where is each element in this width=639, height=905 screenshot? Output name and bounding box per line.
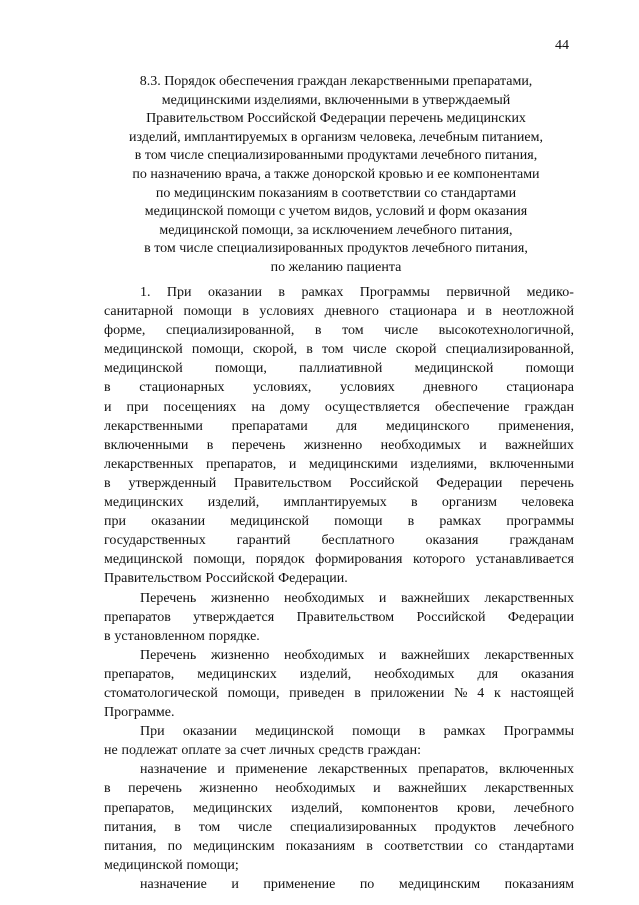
- word: применения,: [498, 418, 574, 434]
- word: дому: [280, 399, 310, 415]
- word: в: [411, 495, 418, 511]
- word: на: [251, 399, 266, 415]
- text-line: [104, 684, 574, 703]
- word: изделий,: [207, 495, 260, 511]
- word: медицинской: [104, 552, 183, 568]
- word: рамках: [301, 285, 344, 300]
- word: имплантируемых: [283, 495, 387, 511]
- text-line: [104, 436, 574, 455]
- word: в: [242, 304, 249, 320]
- word: При: [166, 285, 192, 300]
- word: препаратов,: [104, 666, 175, 682]
- word: рамках: [439, 514, 482, 530]
- word: помощи: [334, 514, 383, 530]
- word: помощи: [525, 361, 574, 377]
- word: помощи,: [193, 552, 246, 568]
- word: стационара: [389, 304, 457, 320]
- word: При: [140, 724, 165, 740]
- word: необходимых: [284, 647, 365, 663]
- word: которого: [413, 552, 466, 568]
- word: и: [288, 456, 297, 472]
- word: осуществляется: [324, 399, 420, 415]
- word: при: [104, 514, 126, 530]
- text-line: [104, 512, 574, 531]
- word: Перечень: [140, 647, 197, 663]
- word: питания,: [104, 819, 157, 835]
- text-line: [104, 722, 574, 741]
- word: числе: [352, 342, 387, 358]
- text-line: [104, 493, 574, 512]
- word: медицинских: [104, 495, 184, 511]
- word: утверждается: [193, 609, 275, 625]
- text-line: [104, 837, 574, 856]
- word: компонентов: [361, 800, 439, 816]
- word: оказании: [207, 285, 262, 300]
- word: посещениях: [163, 399, 237, 415]
- word: Российской: [205, 571, 275, 587]
- word: устанавливается: [475, 552, 574, 568]
- word: и: [217, 762, 225, 778]
- word: граждан:: [367, 743, 421, 759]
- word: изделиями,: [410, 456, 478, 472]
- word: и: [104, 399, 112, 415]
- word: жизненно: [210, 647, 270, 663]
- text-line: [104, 741, 574, 760]
- word: лекарственных: [104, 456, 194, 472]
- word: перечень: [128, 781, 182, 797]
- text-line: [104, 302, 574, 321]
- word: паллиативной: [299, 361, 383, 377]
- word: стоматологической: [104, 685, 218, 701]
- word: стандартами: [498, 838, 574, 854]
- word: лекарственных: [484, 590, 574, 606]
- word: том: [198, 819, 221, 835]
- word: в: [278, 285, 286, 300]
- word: со: [474, 838, 488, 854]
- word: специализированной,: [445, 342, 574, 358]
- word: перечень: [231, 437, 286, 453]
- word: и: [231, 876, 239, 892]
- word: включенными: [489, 456, 574, 472]
- word: препаратов,: [418, 762, 489, 778]
- word: к: [493, 685, 501, 701]
- word: в: [314, 323, 322, 339]
- word: и: [373, 781, 381, 797]
- word: соответствии: [384, 838, 464, 854]
- word: за: [224, 743, 237, 759]
- word: питания,: [104, 838, 157, 854]
- word: и: [479, 437, 487, 453]
- text-line: [104, 799, 574, 818]
- text-line: [104, 569, 574, 588]
- word: в: [485, 304, 492, 320]
- word: препаратов,: [104, 800, 175, 816]
- word: медицинской: [104, 342, 183, 358]
- word: дневного: [324, 304, 379, 320]
- word: личных: [269, 743, 315, 759]
- word: порядке.: [208, 628, 260, 644]
- text-line: [104, 779, 574, 798]
- word: бесплатного: [321, 533, 395, 549]
- text-line: [104, 875, 574, 894]
- word: медицинской: [414, 361, 494, 377]
- word: помощи: [352, 724, 401, 740]
- word: помощи;: [186, 857, 239, 873]
- word: дневного: [423, 380, 478, 396]
- word: в: [306, 342, 313, 358]
- text-line: [104, 703, 574, 722]
- word: показаниям: [285, 838, 356, 854]
- word: медицинских: [192, 800, 273, 816]
- word: Федерации: [507, 609, 574, 625]
- word: формирования: [315, 552, 403, 568]
- word: обеспечение: [434, 399, 510, 415]
- word: препаратов: [104, 609, 171, 625]
- word: подлежат: [121, 743, 178, 759]
- word: лекарственных: [484, 647, 574, 663]
- word: медицинской: [230, 514, 310, 530]
- word: стационарных: [139, 380, 225, 396]
- word: препаратов,: [206, 456, 277, 472]
- text-line: [104, 760, 574, 779]
- word: жизненно: [303, 437, 363, 453]
- heading-line: медицинской помощи с учетом видов, условий и форм оказания: [144, 204, 528, 220]
- word: оказания: [425, 533, 479, 549]
- word: порядок: [255, 552, 305, 568]
- word: скорой: [395, 342, 437, 358]
- word: Программе.: [104, 705, 175, 721]
- word: Федерации.: [278, 571, 348, 587]
- word: медицинским: [193, 838, 275, 854]
- word: лекарственных: [318, 762, 408, 778]
- word: и: [378, 590, 387, 606]
- word: необходимых: [374, 666, 455, 682]
- word: в: [366, 838, 373, 854]
- word: в: [206, 437, 214, 453]
- heading-line: медицинскими изделиями, включенными в утверждаемый: [161, 92, 511, 108]
- word: Правительством: [104, 571, 202, 587]
- heading-line: в том числе специализированными продуктами лечебного питания,: [134, 148, 538, 164]
- word: перечень: [520, 475, 574, 491]
- word: в: [354, 685, 361, 701]
- word: 4: [477, 685, 485, 701]
- text-line: [104, 340, 574, 359]
- word: помощи,: [191, 342, 244, 358]
- word: в: [407, 514, 415, 530]
- word: оплате: [181, 743, 221, 759]
- text-line: [104, 417, 574, 436]
- word: 1.: [140, 285, 151, 300]
- word: изделий,: [291, 800, 343, 816]
- word: лечебного: [513, 800, 574, 816]
- heading-line: по назначению врача, а также донорской кровью и ее компонентами: [132, 166, 540, 182]
- word: и: [467, 304, 475, 320]
- word: оказании: [182, 724, 237, 740]
- page-number: 44: [555, 38, 569, 53]
- word: рамках: [443, 724, 486, 740]
- word: медицинскими: [308, 456, 398, 472]
- word: счет: [240, 743, 266, 759]
- word: важнейших: [401, 590, 470, 606]
- word: продуктов: [434, 819, 496, 835]
- word: важнейших: [401, 647, 470, 663]
- word: при: [126, 399, 149, 415]
- word: оказании: [151, 514, 206, 530]
- word: необходимых: [275, 781, 356, 797]
- word: граждан: [524, 399, 574, 415]
- word: Перечень: [140, 590, 197, 606]
- word: медицинской: [255, 724, 334, 740]
- word: Правительством: [234, 475, 332, 491]
- text-line: [104, 665, 574, 684]
- word: стационара: [506, 380, 574, 396]
- word: приведен: [289, 685, 345, 701]
- word: важнейших: [505, 437, 574, 453]
- word: средств: [318, 743, 364, 759]
- text-line: [104, 646, 574, 665]
- heading-line: по медицинским показаниям в соответствии со стандартами: [155, 185, 517, 201]
- word: утвержденный: [128, 475, 217, 491]
- word: условиях: [340, 380, 395, 396]
- word: оказания: [520, 666, 574, 682]
- word: санитарной: [104, 304, 174, 320]
- heading-line: Правительством Российской Федерации перечень медицинских: [146, 111, 526, 127]
- word: в: [174, 819, 181, 835]
- word: Федерации: [436, 475, 503, 491]
- word: помощи: [183, 304, 232, 320]
- word: для: [477, 666, 499, 682]
- text-line: [104, 856, 574, 875]
- word: организм: [441, 495, 497, 511]
- text-line: [104, 550, 574, 569]
- word: жизненно: [199, 781, 258, 797]
- word: человека: [521, 495, 574, 511]
- word: жизненно: [210, 590, 270, 606]
- word: применение: [263, 876, 336, 892]
- word: том: [342, 323, 364, 339]
- word: гражданам: [509, 533, 574, 549]
- text-line: [104, 589, 574, 608]
- word: государственных: [104, 533, 206, 549]
- word: Программы: [503, 724, 574, 740]
- word: скорой,: [252, 342, 298, 358]
- word: приложении: [370, 685, 445, 701]
- word: медицинской: [104, 361, 183, 377]
- section-body: [104, 283, 574, 894]
- word: медицинским: [398, 876, 481, 892]
- heading-line: по желанию пациента: [270, 259, 402, 275]
- word: лекарственных: [484, 781, 574, 797]
- text-line: [104, 818, 574, 837]
- heading-line: изделий, имплантируемых в организм человека, лечебным питанием,: [129, 129, 543, 145]
- word: числе: [384, 323, 419, 339]
- heading-line: медицинской помощи, за исключением лечебного питания,: [159, 222, 513, 238]
- word: установленном: [114, 628, 205, 644]
- word: необходимых: [284, 590, 365, 606]
- word: медико-: [526, 285, 574, 300]
- word: Российской: [349, 475, 419, 491]
- word: настоящей: [510, 685, 574, 701]
- word: включенными: [104, 437, 189, 453]
- word: специализированной,: [165, 323, 295, 339]
- word: №: [454, 685, 468, 701]
- text-line: [104, 608, 574, 627]
- heading-line: 8.3. Порядок обеспечения граждан лекарственными препаратами,: [139, 74, 533, 89]
- word: Программы: [359, 285, 430, 300]
- word: помощи,: [227, 685, 280, 701]
- word: включенных: [498, 762, 574, 778]
- word: форме,: [104, 323, 146, 339]
- word: гарантий: [236, 533, 291, 549]
- word: крови,: [456, 800, 496, 816]
- section-heading: [100, 73, 572, 278]
- word: в: [104, 475, 111, 491]
- word: медицинского: [385, 418, 470, 434]
- text-line: [104, 321, 574, 340]
- word: изделий,: [299, 666, 352, 682]
- word: для: [336, 418, 358, 434]
- word: показаниям: [504, 876, 574, 892]
- word: в: [104, 628, 111, 644]
- word: том: [322, 342, 344, 358]
- word: специализированных: [289, 819, 417, 835]
- text-line: [104, 531, 574, 550]
- word: назначение: [140, 762, 207, 778]
- text-line: [104, 627, 574, 646]
- word: препаратами: [231, 418, 308, 434]
- text-line: [104, 474, 574, 493]
- heading-line: в том числе специализированных продуктов лечебного питания,: [144, 241, 528, 257]
- text-line: [104, 359, 574, 378]
- word: по: [359, 876, 375, 892]
- text-line: [104, 455, 574, 474]
- word: необходимых: [380, 437, 461, 453]
- word: назначение: [140, 876, 207, 892]
- word: числе: [238, 819, 273, 835]
- word: условиях,: [253, 380, 312, 396]
- word: Правительством: [296, 609, 395, 625]
- word: не: [104, 743, 118, 759]
- word: в: [418, 724, 426, 740]
- word: Российской: [416, 609, 486, 625]
- word: первичной: [446, 285, 511, 300]
- text-line: [104, 378, 574, 397]
- word: в: [104, 380, 111, 396]
- word: программы: [506, 514, 574, 530]
- word: высокотехнологичной,: [438, 323, 574, 339]
- text-line: [104, 283, 574, 302]
- word: и: [378, 647, 387, 663]
- word: по: [167, 838, 183, 854]
- word: в: [104, 781, 111, 797]
- word: неотложной: [502, 304, 574, 320]
- word: условиях: [259, 304, 315, 320]
- word: медицинских: [197, 666, 277, 682]
- word: лекарственными: [104, 418, 203, 434]
- word: лечебного: [513, 819, 574, 835]
- word: применение: [235, 762, 308, 778]
- word: важнейших: [398, 781, 467, 797]
- word: медицинской: [104, 857, 183, 873]
- text-line: [104, 398, 574, 417]
- word: помощи,: [214, 361, 267, 377]
